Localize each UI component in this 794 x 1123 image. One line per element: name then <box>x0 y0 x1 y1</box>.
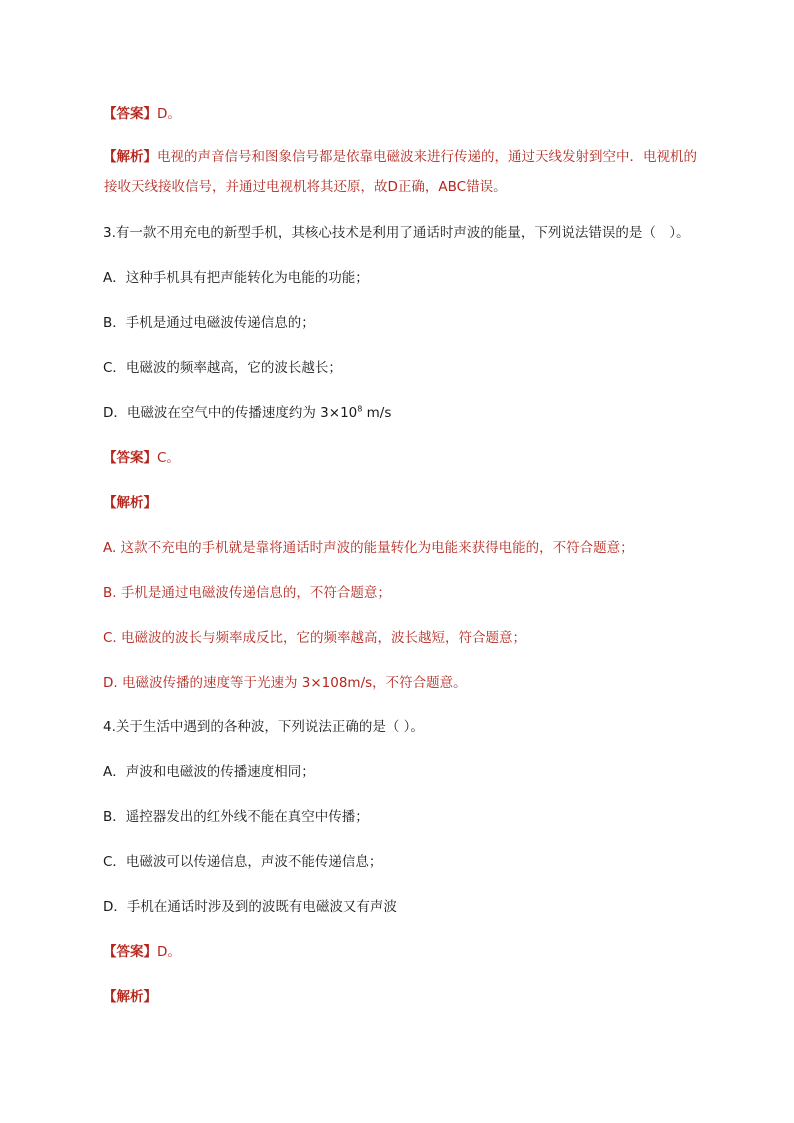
answer-value: D。 <box>157 944 181 960</box>
q3-option-a: A．这种手机具有把声能转化为电能的功能； <box>103 270 369 286</box>
answer-tag: 【答案】 <box>103 450 157 466</box>
q3-analysis-c: C. 电磁波的波长与频率成反比，它的频率越高，波长越短，符合题意； <box>103 630 527 646</box>
answer-value: C。 <box>157 450 180 466</box>
q3-analysis-d: D. 电磁波传播的速度等于光速为 3×108m/s，不符合题意。 <box>103 675 467 691</box>
q2-analysis-line-2: 接收天线接收信号，并通过电视机将其还原，故D正确，ABC错误。 <box>104 179 507 195</box>
answer-tag: 【答案】 <box>103 944 157 960</box>
q3-analysis-tag: 【解析】 <box>103 495 157 511</box>
q3-analysis-b: B. 手机是通过电磁波传递信息的，不符合题意； <box>103 585 391 601</box>
q4-stem: 4.关于生活中遇到的各种波，下列说法正确的是（ ）。 <box>103 719 424 735</box>
analysis-tag: 【解析】 <box>103 149 157 165</box>
exponent: 8 <box>357 404 363 414</box>
q3-option-d: D．电磁波在空气中的传播速度约为 $3\times 10^8$ m/s <box>103 404 392 421</box>
q4-option-a: A．声波和电磁波的传播速度相同； <box>103 764 315 780</box>
q4-analysis-tag: 【解析】 <box>103 989 157 1005</box>
answer-tag: 【答案】 <box>103 106 157 122</box>
q2-analysis-line-1: 【解析】电视的声音信号和图象信号都是依靠电磁波来进行传递的，通过天线发射到空中．电视机的 <box>103 149 697 165</box>
q4-option-c: C．电磁波可以传递信息，声波不能传递信息； <box>103 854 383 870</box>
q4-answer <box>103 943 181 961</box>
answer-value: D。 <box>157 106 181 122</box>
q4-option-b: B．遥控器发出的红外线不能在真空中传播； <box>103 809 369 825</box>
q2-answer <box>103 105 181 123</box>
q3-answer <box>103 449 180 467</box>
q3-option-b: B．手机是通过电磁波传递信息的； <box>103 315 315 331</box>
q3-option-c: C．电磁波的频率越高，它的波长越长； <box>103 360 342 376</box>
q3-stem: 3.有一款不用充电的新型手机，其核心技术是利用了通话时声波的能量，下列说法错误的是（ ）。 <box>103 225 690 241</box>
q4-option-d: D．手机在通话时涉及到的波既有电磁波又有声波 <box>103 899 397 915</box>
q3-analysis-a: A. 这款不充电的手机就是靠将通话时声波的能量转化为电能来获得电能的，不符合题意； <box>103 540 634 556</box>
